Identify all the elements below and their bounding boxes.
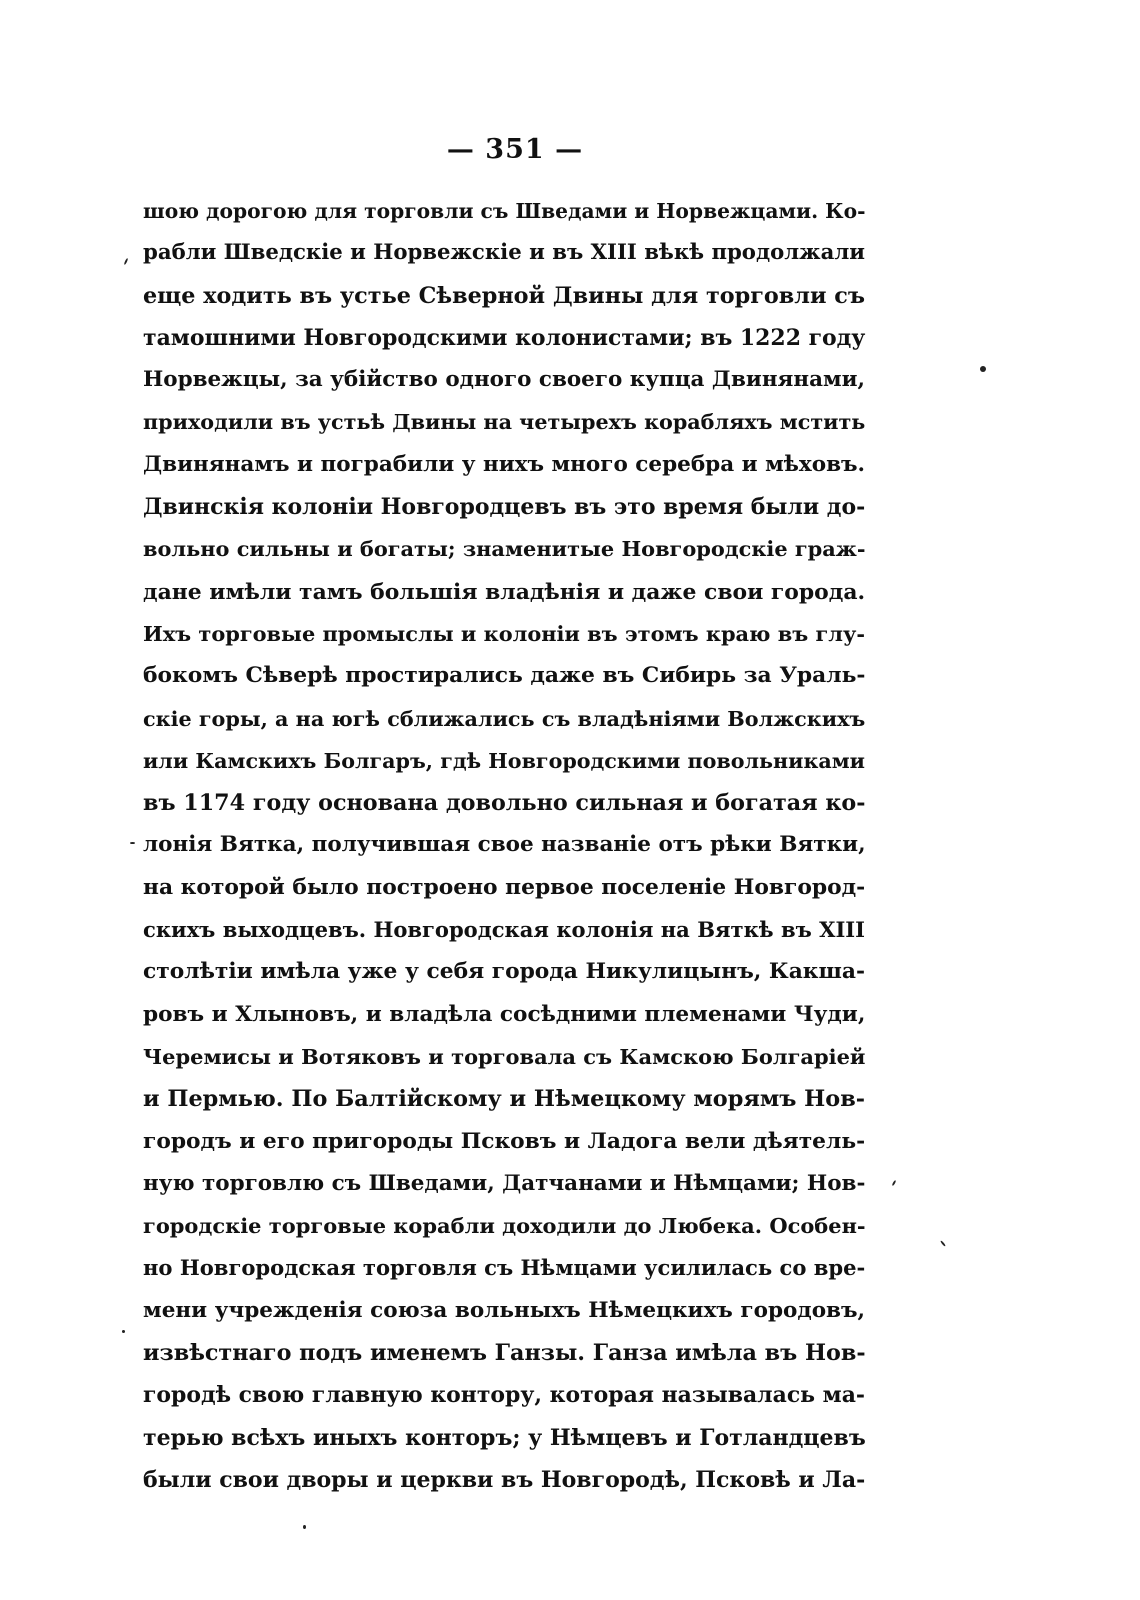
text-line: извѣстнаго подъ именемъ Ганзы. Ганза имѣла въ Нов- bbox=[143, 1340, 866, 1367]
text-line: еще ходить въ устье Сѣверной Двины для торговли съ bbox=[143, 282, 865, 309]
text-line: скіе горы, а на югѣ сближались съ владѣніями Волжскихъ bbox=[143, 706, 866, 731]
text-line: но Новгородская торговля съ Нѣмцами усилилась со вре- bbox=[143, 1255, 866, 1281]
text-line: вольно сильны и богаты; знаменитые Новгородскіе граж- bbox=[143, 536, 866, 562]
text-line: и Пермью. По Балтійскому и Нѣмецкому морямъ Нов- bbox=[143, 1086, 865, 1113]
scan-speck bbox=[130, 842, 135, 844]
text-line: скихъ выходцевъ. Новгородская колонія на Вяткѣ въ XIII bbox=[143, 917, 865, 943]
scan-speck bbox=[303, 1525, 306, 1529]
text-line: городскіе торговые корабли доходили до Любека. Особен- bbox=[143, 1213, 866, 1239]
scan-speck bbox=[892, 1180, 897, 1186]
text-line: терью всѣхъ иныхъ конторъ; у Нѣмцевъ и Готландцевъ bbox=[143, 1424, 866, 1451]
scan-speck bbox=[122, 1330, 125, 1333]
text-line: рабли Шведскіе и Норвежскіе и въ XIII вѣкѣ продолжали bbox=[143, 240, 865, 266]
text-line: Норвежцы, за убійство одного своего купца Двинянами, bbox=[143, 367, 865, 393]
text-line: городѣ свою главную контору, которая называлась ма- bbox=[143, 1382, 865, 1409]
text-line: городъ и его пригороды Псковъ и Ладога вели дѣятель- bbox=[143, 1128, 866, 1154]
text-line: мени учрежденія союза вольныхъ Нѣмецкихъ городовъ, bbox=[143, 1297, 865, 1323]
text-line: лонія Вятка, получившая свое названіе отъ рѣки Вятки, bbox=[143, 832, 866, 858]
scan-speck bbox=[124, 258, 129, 265]
text-line: ную торговлю съ Шведами, Датчанами и Нѣмцами; Нов- bbox=[143, 1170, 866, 1196]
text-line: бокомъ Сѣверѣ простирались даже въ Сибирь за Ураль- bbox=[143, 663, 866, 689]
text-line: Двинянамъ и пограбили у нихъ много серебра и мѣховъ. bbox=[143, 451, 866, 477]
text-line: были свои дворы и церкви въ Новгородѣ, Псковѣ и Ла- bbox=[143, 1466, 866, 1493]
text-line: тамошними Новгородскими колонистами; въ 1222 году bbox=[143, 324, 866, 351]
text-line: или Камскихъ Болгаръ, гдѣ Новгородскими повольниками bbox=[143, 748, 865, 773]
text-line: приходили въ устьѣ Двины на четырехъ корабляхъ мстить bbox=[143, 410, 866, 435]
text-line: Ихъ торговые промыслы и колоніи въ этомъ краю въ глу- bbox=[143, 620, 865, 646]
body-text bbox=[143, 190, 865, 1501]
text-line: столѣтіи имѣла уже у себя города Никулицынъ, Какша- bbox=[143, 959, 865, 985]
text-line: въ 1174 году основана довольно сильная и богатая ко- bbox=[143, 790, 866, 817]
scan-speck bbox=[980, 366, 986, 372]
scan-speck bbox=[940, 1240, 946, 1247]
page-number: — 351 — bbox=[446, 134, 584, 165]
text-line: дане имѣли тамъ большія владѣнія и даже свои города. bbox=[143, 578, 866, 605]
text-line: ровъ и Хлыновъ, и владѣла сосѣдними племенами Чуди, bbox=[143, 1001, 866, 1027]
text-line: Черемисы и Вотяковъ и торговала съ Камскою Болгаріей bbox=[143, 1043, 866, 1069]
text-line: Двинскія колоніи Новгородцевъ въ это время были до- bbox=[143, 494, 866, 521]
text-line: шою дорогою для торговли съ Шведами и Норвежцами. Ко- bbox=[143, 199, 866, 223]
text-line: на которой было построено первое поселеніе Новгород- bbox=[143, 874, 866, 900]
